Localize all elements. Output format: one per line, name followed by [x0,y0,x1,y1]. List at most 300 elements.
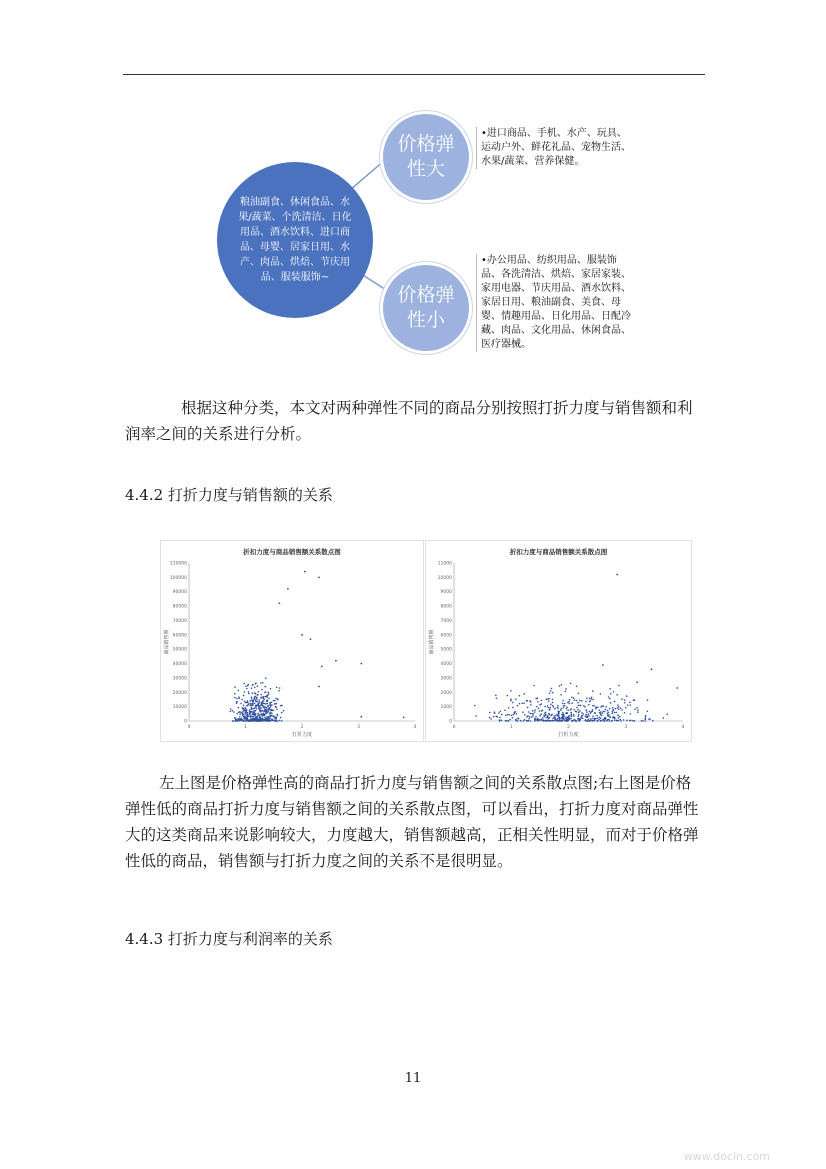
y-tick-label: 11000 [437,561,452,567]
data-point [568,701,570,703]
data-point [252,703,254,705]
y-tick-label: 90000 [172,590,187,596]
data-point [619,716,621,718]
data-point [626,720,628,722]
data-point [585,701,587,703]
data-point [637,711,639,713]
data-point [249,709,251,711]
data-point [246,715,248,717]
data-point [585,709,587,711]
data-point [265,703,267,705]
data-point [281,705,283,707]
data-point [608,696,610,698]
x-axis-label: 打折力度 [558,732,579,738]
data-point [624,699,626,701]
data-point [636,681,638,683]
data-point [541,700,543,702]
data-point [651,668,653,670]
data-point [577,709,579,711]
data-point [271,709,273,711]
data-point [239,711,241,713]
data-point [510,698,512,700]
data-point [611,720,613,722]
data-point [256,708,258,710]
data-point [261,689,263,691]
data-point [634,708,636,710]
data-point [548,700,550,702]
data-point [614,719,616,721]
data-point [634,699,636,701]
data-point [562,717,564,719]
data-point [267,718,269,720]
data-point [559,717,561,719]
data-point [255,683,257,685]
data-point [240,703,242,705]
data-point [566,708,568,710]
y-tick-label: 60000 [172,633,187,639]
y-tick-label: 3000 [440,676,452,682]
data-point [547,719,549,721]
data-point [647,710,649,712]
data-point [274,703,276,705]
data-point [507,695,509,697]
data-point [239,719,241,721]
data-point [304,571,306,573]
data-point [510,700,512,702]
data-point [547,698,549,700]
data-point [570,708,572,710]
data-point [264,686,266,688]
data-point [618,708,620,710]
data-point [263,698,265,700]
y-tick-label: 1000 [440,705,452,711]
data-point [236,698,238,700]
data-point [240,711,242,713]
data-point [275,706,277,708]
data-point [605,709,607,711]
data-point [241,699,243,701]
data-point [504,709,506,711]
data-point [541,710,543,712]
data-point [244,712,246,714]
data-point [583,705,585,707]
data-point [666,713,668,715]
data-point [267,706,269,708]
data-point [261,710,263,712]
data-point [260,682,262,684]
data-point [571,697,573,699]
y-tick-label: 20000 [172,690,187,696]
data-point [565,690,567,692]
data-point [571,720,573,722]
data-point [568,715,570,717]
data-point [250,716,252,718]
data-point [528,711,530,713]
data-point [576,707,578,709]
x-tick-label: 4 [413,725,417,730]
data-point [269,716,271,718]
y-tick-label: 10000 [172,705,187,711]
data-point [281,720,283,722]
data-point [494,711,496,713]
high-elasticity-list: •进口商品、手机、水产、玩具、运动户外、鲜花礼品、宠物生活、水果/蔬菜、营养保健。 [476,127,631,169]
data-point [578,720,580,722]
data-point [585,719,587,721]
data-point [539,715,541,717]
data-point [496,697,498,699]
data-point [321,666,323,668]
data-point [585,716,587,718]
data-point [543,714,545,716]
data-point [542,717,544,719]
section-heading-sales: 4.4.2 打折力度与销售额的关系 [125,486,333,504]
data-point [242,707,244,709]
data-point [632,720,634,722]
data-point [495,716,497,718]
data-point [229,711,231,713]
data-point [592,720,594,722]
data-point [272,720,274,722]
data-point [273,720,275,722]
data-point [255,705,257,707]
data-point [607,719,609,721]
data-point [577,716,579,718]
data-point [310,638,312,640]
data-point [637,709,639,711]
data-point [614,701,616,703]
data-point [592,715,594,717]
data-point [509,719,511,721]
data-point [617,707,619,709]
data-point [254,692,256,694]
data-point [566,712,568,714]
data-point [569,703,571,705]
y-tick-label: 6000 [440,633,452,639]
data-point [636,707,638,709]
data-point [271,713,273,715]
data-point [244,707,246,709]
data-point [259,710,261,712]
data-point [259,717,261,719]
y-axis-label: 商品销售额 [429,629,435,655]
data-point [581,716,583,718]
data-point [627,704,629,706]
data-point [595,718,597,720]
data-point [508,714,510,716]
data-point [546,698,548,700]
data-point [576,700,578,702]
data-point [243,695,245,697]
data-point [537,701,539,703]
chart-title: 折扣力度与商品销售额关系散点图 [243,548,341,556]
data-point [275,716,277,718]
data-point [514,713,516,715]
data-point [534,709,536,711]
data-point [251,720,253,722]
x-tick-label: 3 [624,725,628,730]
data-point [600,718,602,720]
data-point [242,714,244,716]
data-point [570,718,572,720]
data-point [512,707,514,709]
y-tick-label: 5000 [440,647,452,653]
data-point [301,634,303,636]
data-point [549,713,551,715]
low-elasticity-list: •办公用品、纺织用品、服装饰品、各洗清洁、烘焙、家居家装、家用电器、节庆用品、酒水饮料、家居日用、粮油副食、美食、母婴、情趣用品、日化用品、日配冷藏、肉品、文化用品、休闲食品、医疗器械。 [476,254,631,352]
data-point [242,711,244,713]
data-point [588,704,590,706]
paragraph-classification [125,395,705,447]
data-point [580,705,582,707]
data-point [526,720,528,722]
data-point [360,716,362,718]
data-point [616,712,618,714]
section-heading-profit: 4.4.3 打折力度与利润率的关系 [125,930,333,948]
data-point [543,720,545,722]
data-point [617,715,619,717]
data-point [248,703,250,705]
category-circle [217,162,373,318]
data-point [595,708,597,710]
data-point [280,717,282,719]
data-point [258,699,260,701]
data-point [535,716,537,718]
data-point [597,720,599,722]
data-point [589,698,591,700]
data-point [474,705,476,707]
data-point [552,692,554,694]
data-point [245,718,247,720]
data-point [257,685,259,687]
data-point [523,693,525,695]
data-point [269,713,271,715]
data-point [230,708,232,710]
data-point [264,710,266,712]
data-point [510,690,512,692]
data-point [527,707,529,709]
data-point [246,688,248,690]
data-point [275,720,277,722]
data-point [517,705,519,707]
data-point [522,711,524,713]
data-point [600,693,602,695]
data-point [403,717,405,719]
data-point [248,693,250,695]
data-point [526,700,528,702]
x-axis-label: 打折力度 [291,732,313,738]
data-point [570,714,572,716]
y-tick-label: 100000 [169,575,187,581]
data-point [596,715,598,717]
data-point [620,720,622,722]
data-point [528,720,530,722]
data-point [246,702,248,704]
data-point [570,683,572,685]
data-point [676,687,678,689]
data-point [545,717,547,719]
data-point [239,713,241,715]
data-point [620,719,622,721]
data-point [249,720,251,722]
data-point [594,712,596,714]
x-tick-label: 3 [357,725,360,730]
data-point [616,574,618,576]
data-point [534,719,536,721]
data-point [260,713,262,715]
data-point [644,720,646,722]
chart-title: 折扣力度与商品销售额关系散点图 [509,548,608,556]
data-point [629,702,631,704]
data-point [256,697,258,699]
data-point [551,688,553,690]
data-point [271,715,273,717]
data-point [578,712,580,714]
data-point [252,684,254,686]
data-point [590,718,592,720]
data-point [610,693,612,695]
data-point [547,715,549,717]
data-point [255,698,257,700]
data-point [236,719,238,721]
data-point [265,677,267,679]
data-point [265,691,267,693]
data-point [607,715,609,717]
data-point [564,703,566,705]
elasticity-high-circle [380,111,472,203]
data-point [592,699,594,701]
data-point [554,717,556,719]
data-point [516,713,518,715]
data-point [557,705,559,707]
data-point [558,715,560,717]
data-point [578,693,580,695]
data-point [238,690,240,692]
data-point [244,700,246,702]
elasticity-high-label: 价格弹性大 [397,133,455,180]
data-point [550,720,552,722]
data-point [581,700,583,702]
data-point [562,703,564,705]
data-point [521,702,523,704]
data-point [276,703,278,705]
data-point [245,720,247,722]
data-point [548,718,550,720]
data-point [602,719,604,721]
data-point [589,701,591,703]
data-point [591,698,593,700]
x-tick-label: 4 [681,725,685,730]
data-point [599,716,601,718]
data-point [592,718,594,720]
data-point [505,715,507,717]
data-point [259,714,261,716]
data-point [232,710,234,712]
data-point [265,718,267,720]
data-point [634,720,636,722]
data-point [563,707,565,709]
data-point [275,698,277,700]
data-point [548,707,550,709]
x-tick-label: 0 [452,725,456,730]
data-point [604,711,606,713]
data-point [649,718,651,720]
data-point [582,718,584,720]
data-point [287,588,289,590]
data-point [614,712,616,714]
data-point [585,714,587,716]
paragraph-classification-text: 根据这种分类，本文对两种弹性不同的商品分别按照打折力度与销售额和利润率之间的关系进行分析。 [125,399,693,443]
data-point [623,719,625,721]
data-point [251,698,253,700]
data-point [232,720,234,722]
data-point [512,714,514,716]
data-point [273,700,275,702]
elasticity-low-label: 价格弹性小 [397,284,455,331]
data-point [567,709,569,711]
y-tick-label: 2000 [440,690,452,696]
data-point [515,698,517,700]
data-point [618,717,620,719]
data-point [262,715,264,717]
data-point [586,711,588,713]
data-point [560,694,562,696]
data-point [609,708,611,710]
data-point [250,711,252,713]
data-point [274,700,276,702]
data-point [537,719,539,721]
data-point [579,700,581,702]
data-point [530,704,532,706]
data-point [260,694,262,696]
data-point [519,703,521,705]
category-circle-text: 粮油副食、休闲食品、水果/蔬菜、个洗清洁、日化用品、酒水饮料、进口商品、母婴、居家日用、水产、肉品、烘焙、节庆用品、服装服饰~ [238,197,352,283]
page-number: 11 [404,1071,422,1086]
data-point [271,701,273,703]
data-point [620,708,622,710]
data-point [560,717,562,719]
data-point [597,717,599,719]
data-point [551,720,553,722]
data-point [499,719,501,721]
data-point [245,685,247,687]
data-point [247,715,249,717]
data-point [318,686,320,688]
data-point [264,706,266,708]
data-point [578,714,580,716]
data-point [624,702,626,704]
data-point [570,712,572,714]
data-point [571,716,573,718]
data-point [270,704,272,706]
y-tick-label: 70000 [172,618,187,624]
data-point [550,703,552,705]
data-point [360,663,362,665]
data-point [495,695,497,697]
data-point [530,720,532,722]
y-tick-label: 4000 [440,662,452,668]
data-point [567,718,569,720]
data-point [268,720,270,722]
data-point [550,715,552,717]
data-point [270,688,272,690]
data-point [573,709,575,711]
y-tick-label: 0 [184,719,187,725]
data-point [251,700,253,702]
data-point [559,685,561,687]
y-tick-label: 80000 [172,604,187,610]
data-point [621,709,623,711]
y-tick-label: 40000 [172,662,187,668]
